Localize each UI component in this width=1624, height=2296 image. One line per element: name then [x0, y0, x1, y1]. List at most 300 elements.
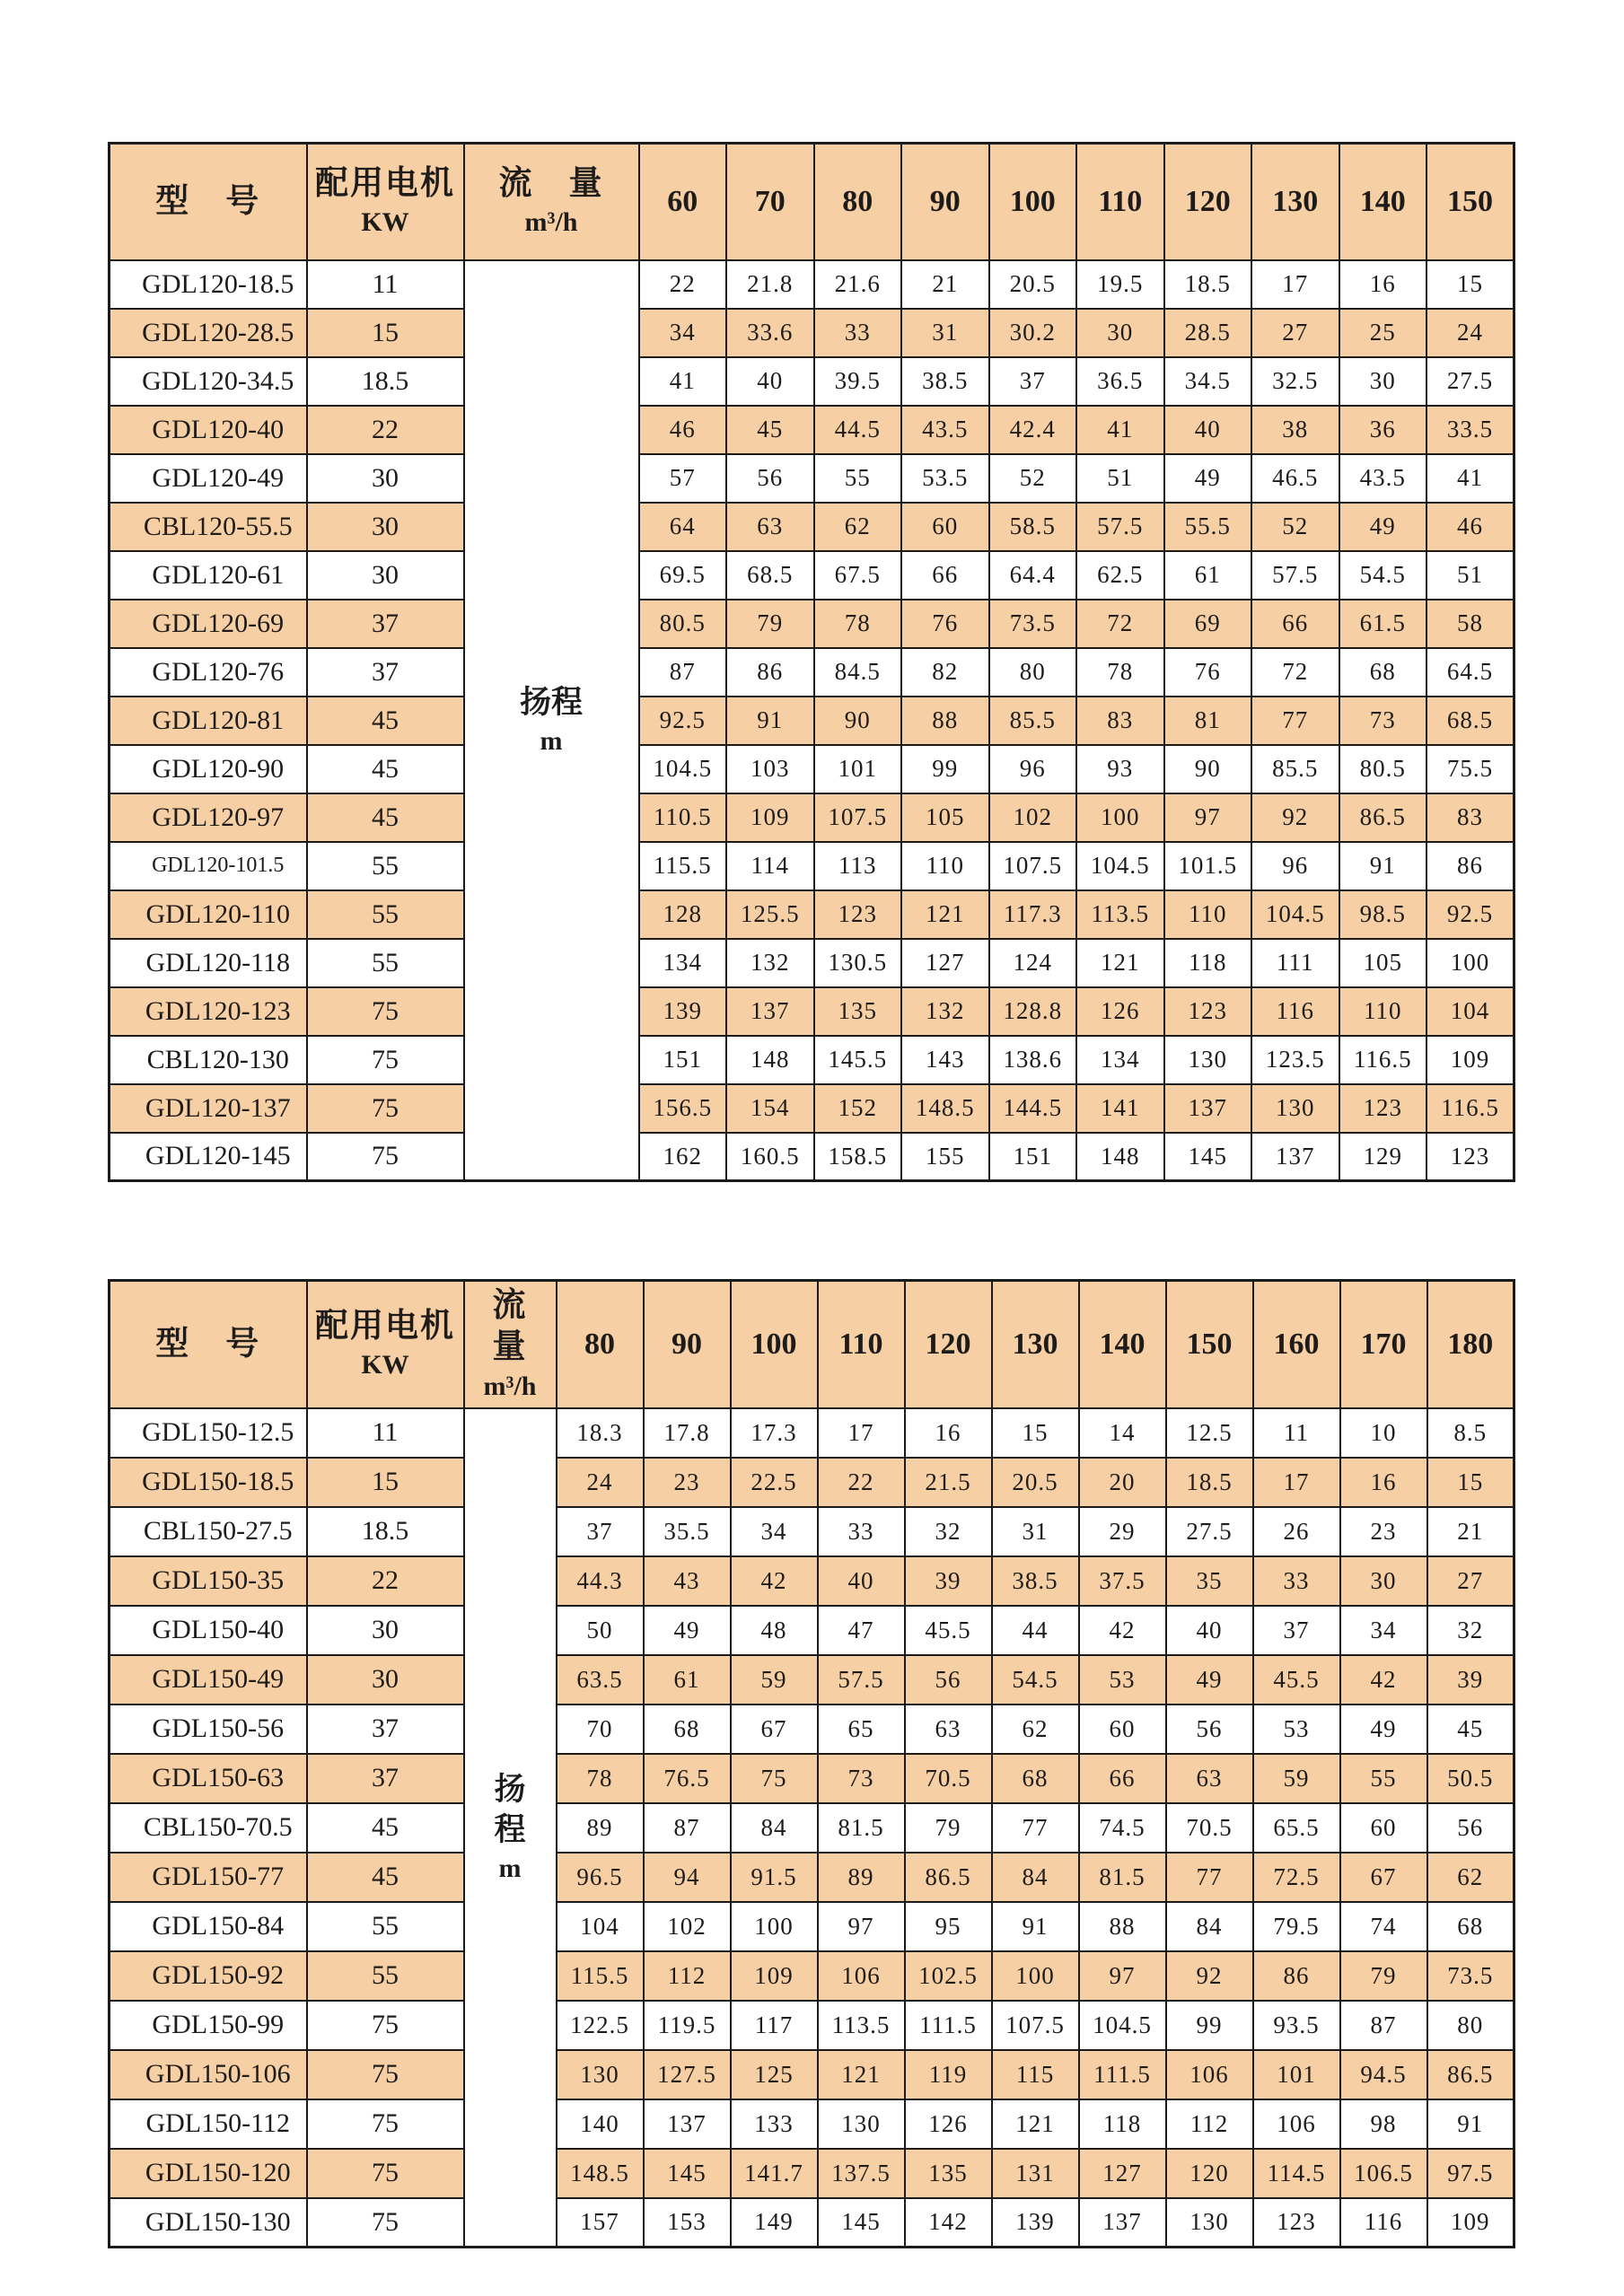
- motor-kw-cell: 11: [307, 1408, 464, 1458]
- head-value-cell: 17: [1251, 260, 1339, 309]
- head-value-cell: 55: [1340, 1754, 1427, 1803]
- head-value-cell: 62: [992, 1704, 1079, 1754]
- head-value-cell: 46: [1426, 503, 1514, 551]
- head-value-cell: 41: [1076, 406, 1164, 454]
- head-value-cell: 123: [814, 890, 902, 939]
- motor-kw-cell: 18.5: [307, 357, 464, 406]
- head-value-cell: 10: [1340, 1408, 1427, 1458]
- head-value-cell: 123.5: [1251, 1036, 1339, 1084]
- head-value-cell: 145: [1164, 1133, 1252, 1181]
- head-value-cell: 142: [905, 2198, 992, 2248]
- motor-kw-cell: 22: [307, 1556, 464, 1606]
- head-value-cell: 37: [1253, 1606, 1340, 1655]
- head-value-cell: 148.5: [557, 2149, 644, 2198]
- head-value-cell: 67: [1340, 1853, 1427, 1902]
- head-value-cell: 46.5: [1251, 454, 1339, 503]
- head-value-cell: 119: [905, 2050, 992, 2099]
- head-value-cell: 61: [644, 1655, 731, 1704]
- head-value-cell: 137: [726, 987, 814, 1036]
- header-flow-column: 90: [901, 144, 989, 260]
- pump-table-gdl150: [108, 1279, 1515, 2248]
- head-value-cell: 21: [901, 260, 989, 309]
- head-value-cell: 130.5: [814, 939, 902, 987]
- head-value-cell: 106: [1253, 2099, 1340, 2149]
- head-value-cell: 130: [1251, 1084, 1339, 1133]
- head-value-cell: 112: [644, 1951, 731, 2001]
- table-row: [110, 454, 1514, 503]
- table-row: [110, 648, 1514, 697]
- head-value-cell: 76: [901, 600, 989, 648]
- table-row: [110, 842, 1514, 890]
- head-value-cell: 83: [1076, 697, 1164, 745]
- head-value-cell: 51: [1076, 454, 1164, 503]
- head-value-cell: 63: [1166, 1754, 1253, 1803]
- head-value-cell: 102.5: [905, 1951, 992, 2001]
- model-cell: [110, 2099, 307, 2149]
- head-value-cell: 60: [1340, 1803, 1427, 1853]
- head-value-cell: 97: [818, 1902, 905, 1951]
- head-value-cell: 129: [1339, 1133, 1427, 1181]
- head-value-cell: 68: [992, 1754, 1079, 1803]
- head-value-cell: 17: [818, 1408, 905, 1458]
- head-value-cell: 43: [644, 1556, 731, 1606]
- model-cell: [110, 939, 307, 987]
- head-value-cell: 39: [905, 1556, 992, 1606]
- head-value-cell: 148: [1076, 1133, 1164, 1181]
- head-value-cell: 56: [1166, 1704, 1253, 1754]
- head-value-cell: 57.5: [818, 1655, 905, 1704]
- model-cell: [110, 309, 307, 357]
- table-row: [110, 793, 1514, 842]
- head-value-cell: 106.5: [1340, 2149, 1427, 2198]
- head-value-cell: 97: [1164, 793, 1252, 842]
- head-value-cell: 56: [726, 454, 814, 503]
- head-value-cell: 50.5: [1427, 1754, 1514, 1803]
- model-text: GDL120-90: [152, 753, 285, 784]
- head-value-cell: 105: [1339, 939, 1427, 987]
- head-value-cell: 86.5: [905, 1853, 992, 1902]
- header-flow-line: m³/h: [483, 1371, 537, 1401]
- motor-kw-cell: 55: [307, 890, 464, 939]
- head-unit-line: m: [540, 725, 563, 756]
- header-model-cell: 型 号: [110, 1281, 307, 1408]
- head-value-cell: 102: [644, 1902, 731, 1951]
- motor-kw-cell: 75: [307, 987, 464, 1036]
- model-text: GDL150-18.5: [142, 1467, 294, 1496]
- head-value-cell: 145: [818, 2198, 905, 2248]
- head-value-cell: 73: [1339, 697, 1427, 745]
- head-unit-line: 扬: [494, 1771, 526, 1807]
- motor-kw-cell: 37: [307, 1754, 464, 1803]
- head-value-cell: 121: [1076, 939, 1164, 987]
- table-row: [110, 890, 1514, 939]
- model-text: GDL120-137: [145, 1092, 291, 1123]
- head-value-cell: 65: [818, 1704, 905, 1754]
- head-value-cell: 123: [1164, 987, 1252, 1036]
- head-value-cell: 123: [1253, 2198, 1340, 2248]
- head-value-cell: 21.6: [814, 260, 902, 309]
- motor-kw-cell: 75: [307, 1036, 464, 1084]
- head-value-cell: 154: [726, 1084, 814, 1133]
- head-value-cell: 41: [1426, 454, 1514, 503]
- model-text: GDL150-56: [152, 1713, 285, 1743]
- model-text: GDL120-123: [145, 995, 291, 1026]
- header-motor-cell: [307, 144, 464, 260]
- head-value-cell: 87: [644, 1803, 731, 1853]
- head-value-cell: 99: [901, 745, 989, 793]
- head-value-cell: 143: [901, 1036, 989, 1084]
- head-value-cell: 86.5: [1339, 793, 1427, 842]
- head-value-cell: 107.5: [814, 793, 902, 842]
- head-value-cell: 92.5: [639, 697, 727, 745]
- motor-kw-cell: 45: [307, 793, 464, 842]
- head-value-cell: 116: [1340, 2198, 1427, 2248]
- head-value-cell: 80: [989, 648, 1077, 697]
- model-text: GDL150-77: [152, 1862, 285, 1891]
- model-cell: [110, 551, 307, 600]
- head-value-cell: 30.2: [989, 309, 1077, 357]
- head-value-cell: 15: [992, 1408, 1079, 1458]
- head-value-cell: 60: [1079, 1704, 1166, 1754]
- head-value-cell: 135: [905, 2149, 992, 2198]
- table-row: [110, 1951, 1514, 2001]
- head-value-cell: 110: [1339, 987, 1427, 1036]
- head-value-cell: 117: [731, 2001, 818, 2050]
- model-text: GDL120-101.5: [152, 854, 285, 877]
- model-cell: [110, 697, 307, 745]
- head-value-cell: 127.5: [644, 2050, 731, 2099]
- model-cell: [110, 1408, 307, 1458]
- model-text: GDL120-97: [152, 802, 285, 832]
- motor-kw-cell: 37: [307, 648, 464, 697]
- head-value-cell: 53: [1079, 1655, 1166, 1704]
- head-value-cell: 137: [1251, 1133, 1339, 1181]
- head-value-cell: 16: [1339, 260, 1427, 309]
- head-value-cell: 42.4: [989, 406, 1077, 454]
- motor-kw-cell: 11: [307, 260, 464, 309]
- head-value-cell: 151: [639, 1036, 727, 1084]
- motor-kw-cell: 15: [307, 1458, 464, 1507]
- head-value-cell: 77: [1251, 697, 1339, 745]
- head-value-cell: 135: [814, 987, 902, 1036]
- model-cell: [110, 2001, 307, 2050]
- head-value-cell: 41: [639, 357, 727, 406]
- head-value-cell: 139: [639, 987, 727, 1036]
- head-value-cell: 158.5: [814, 1133, 902, 1181]
- head-value-cell: 23: [644, 1458, 731, 1507]
- table-row: [110, 2050, 1514, 2099]
- head-value-cell: 126: [1076, 987, 1164, 1036]
- head-value-cell: 43.5: [901, 406, 989, 454]
- head-value-cell: 74.5: [1079, 1803, 1166, 1853]
- head-value-cell: 110: [901, 842, 989, 890]
- header-flow-column: 120: [1164, 144, 1252, 260]
- head-value-cell: 25: [1339, 309, 1427, 357]
- model-text: GDL150-92: [152, 1960, 285, 1990]
- model-text: GDL150-106: [145, 2059, 291, 2089]
- head-value-cell: 81.5: [818, 1803, 905, 1853]
- header-flow-line: 流: [492, 1287, 528, 1324]
- head-value-cell: 47: [818, 1606, 905, 1655]
- head-value-cell: 127: [901, 939, 989, 987]
- head-value-cell: 90: [814, 697, 902, 745]
- head-value-cell: 160.5: [726, 1133, 814, 1181]
- head-value-cell: 45: [1427, 1704, 1514, 1754]
- head-value-cell: 134: [639, 939, 727, 987]
- head-value-cell: 92: [1251, 793, 1339, 842]
- head-value-cell: 162: [639, 1133, 727, 1181]
- head-value-cell: 91: [992, 1902, 1079, 1951]
- head-unit-cell: [464, 1408, 557, 2248]
- head-value-cell: 72.5: [1253, 1853, 1340, 1902]
- header-flow-line: 量: [492, 1328, 528, 1366]
- table-row: [110, 1902, 1514, 1951]
- head-value-cell: 68.5: [1426, 697, 1514, 745]
- head-value-cell: 28.5: [1164, 309, 1252, 357]
- head-value-cell: 64.4: [989, 551, 1077, 600]
- head-value-cell: 137: [1079, 2198, 1166, 2248]
- head-value-cell: 77: [1166, 1853, 1253, 1902]
- head-unit-line: 程: [494, 1812, 526, 1848]
- motor-kw-cell: 30: [307, 503, 464, 551]
- table-row: [110, 1408, 1514, 1458]
- head-value-cell: 84: [992, 1853, 1079, 1902]
- head-value-cell: 72: [1076, 600, 1164, 648]
- head-value-cell: 20: [1079, 1458, 1166, 1507]
- model-cell: [110, 260, 307, 309]
- head-unit-cell: [464, 260, 639, 1181]
- model-text: GDL120-61: [152, 559, 285, 590]
- head-value-cell: 73.5: [1427, 1951, 1514, 2001]
- head-value-cell: 17.3: [731, 1408, 818, 1458]
- head-unit-line: 扬程: [519, 685, 583, 720]
- head-value-cell: 42: [731, 1556, 818, 1606]
- header-flow-column: 90: [644, 1281, 731, 1408]
- head-value-cell: 148.5: [901, 1084, 989, 1133]
- model-text: GDL120-40: [152, 414, 285, 444]
- head-value-cell: 21: [1427, 1507, 1514, 1556]
- head-value-cell: 140: [557, 2099, 644, 2149]
- model-text: GDL120-145: [145, 1141, 291, 1171]
- head-value-cell: 45.5: [905, 1606, 992, 1655]
- model-cell: [110, 842, 307, 890]
- head-value-cell: 78: [1076, 648, 1164, 697]
- motor-kw-cell: 55: [307, 939, 464, 987]
- head-value-cell: 98.5: [1339, 890, 1427, 939]
- head-value-cell: 66: [901, 551, 989, 600]
- model-text: CBL150-70.5: [143, 1812, 293, 1842]
- head-value-cell: 107.5: [992, 2001, 1079, 2050]
- head-value-cell: 36: [1339, 406, 1427, 454]
- head-value-cell: 104.5: [1251, 890, 1339, 939]
- head-value-cell: 66: [1079, 1754, 1166, 1803]
- head-value-cell: 54.5: [992, 1655, 1079, 1704]
- model-text: GDL150-99: [152, 2010, 285, 2039]
- head-value-cell: 123: [1339, 1084, 1427, 1133]
- head-value-cell: 58: [1426, 600, 1514, 648]
- head-value-cell: 53: [1253, 1704, 1340, 1754]
- head-value-cell: 21.8: [726, 260, 814, 309]
- head-value-cell: 31: [901, 309, 989, 357]
- model-cell: [110, 2050, 307, 2099]
- head-value-cell: 48: [731, 1606, 818, 1655]
- head-value-cell: 22.5: [731, 1458, 818, 1507]
- head-value-cell: 152: [814, 1084, 902, 1133]
- table-row: [110, 1133, 1514, 1181]
- head-value-cell: 137.5: [818, 2149, 905, 2198]
- head-value-cell: 15: [1427, 1458, 1514, 1507]
- head-value-cell: 96: [989, 745, 1077, 793]
- head-value-cell: 109: [731, 1951, 818, 2001]
- motor-kw-cell: 30: [307, 1606, 464, 1655]
- head-value-cell: 73.5: [989, 600, 1077, 648]
- head-value-cell: 104: [557, 1902, 644, 1951]
- model-text: CBL150-27.5: [143, 1516, 293, 1546]
- head-value-cell: 31: [992, 1507, 1079, 1556]
- head-value-cell: 32: [905, 1507, 992, 1556]
- header-flow-column: 120: [905, 1281, 992, 1408]
- header-flow-column: 150: [1426, 144, 1514, 260]
- head-value-cell: 70.5: [905, 1754, 992, 1803]
- head-value-cell: 101.5: [1164, 842, 1252, 890]
- head-value-cell: 109: [726, 793, 814, 842]
- head-value-cell: 112: [1166, 2099, 1253, 2149]
- head-value-cell: 8.5: [1427, 1408, 1514, 1458]
- table-row: [110, 2149, 1514, 2198]
- table-row: [110, 987, 1514, 1036]
- head-value-cell: 84: [1166, 1902, 1253, 1951]
- head-value-cell: 24: [1426, 309, 1514, 357]
- header-flow-column: 140: [1079, 1281, 1166, 1408]
- head-value-cell: 128: [639, 890, 727, 939]
- table-row: [110, 1853, 1514, 1902]
- head-value-cell: 62: [814, 503, 902, 551]
- model-cell: [110, 1803, 307, 1853]
- model-text: GDL150-12.5: [142, 1417, 294, 1447]
- motor-kw-cell: 37: [307, 1704, 464, 1754]
- header-flow-column: 150: [1166, 1281, 1253, 1408]
- header-flow-column: 80: [557, 1281, 644, 1408]
- head-value-cell: 20.5: [989, 260, 1077, 309]
- table-row: [110, 503, 1514, 551]
- head-value-cell: 54.5: [1339, 551, 1427, 600]
- model-text: GDL150-49: [152, 1664, 285, 1694]
- motor-kw-cell: 18.5: [307, 1507, 464, 1556]
- head-value-cell: 125: [731, 2050, 818, 2099]
- head-value-cell: 38.5: [992, 1556, 1079, 1606]
- head-value-cell: 149: [731, 2198, 818, 2248]
- motor-kw-cell: 75: [307, 2149, 464, 2198]
- head-value-cell: 156.5: [639, 1084, 727, 1133]
- head-value-cell: 137: [644, 2099, 731, 2149]
- motor-kw-cell: 22: [307, 406, 464, 454]
- head-value-cell: 116.5: [1339, 1036, 1427, 1084]
- motor-kw-cell: 37: [307, 600, 464, 648]
- head-value-cell: 34: [1340, 1606, 1427, 1655]
- head-value-cell: 79: [1340, 1951, 1427, 2001]
- head-value-cell: 64.5: [1426, 648, 1514, 697]
- header-motor-line: 配用电机: [315, 1308, 455, 1345]
- motor-kw-cell: 75: [307, 1133, 464, 1181]
- table-row: [110, 697, 1514, 745]
- head-value-cell: 29: [1079, 1507, 1166, 1556]
- head-value-cell: 56: [1427, 1803, 1514, 1853]
- head-value-cell: 34: [731, 1507, 818, 1556]
- head-value-cell: 66: [1251, 600, 1339, 648]
- head-value-cell: 91: [1427, 2099, 1514, 2149]
- head-value-cell: 43.5: [1339, 454, 1427, 503]
- head-value-cell: 24: [557, 1458, 644, 1507]
- head-value-cell: 40: [1164, 406, 1252, 454]
- head-value-cell: 38: [1251, 406, 1339, 454]
- head-value-cell: 123: [1426, 1133, 1514, 1181]
- head-value-cell: 69.5: [639, 551, 727, 600]
- head-value-cell: 130: [557, 2050, 644, 2099]
- model-cell: [110, 1133, 307, 1181]
- head-value-cell: 128.8: [989, 987, 1077, 1036]
- head-value-cell: 44.3: [557, 1556, 644, 1606]
- head-value-cell: 145: [644, 2149, 731, 2198]
- head-value-cell: 151: [989, 1133, 1077, 1181]
- motor-kw-cell: 45: [307, 1803, 464, 1853]
- head-value-cell: 57.5: [1251, 551, 1339, 600]
- model-text: GDL150-84: [152, 1911, 285, 1941]
- head-value-cell: 145.5: [814, 1036, 902, 1084]
- head-value-cell: 37.5: [1079, 1556, 1166, 1606]
- head-value-cell: 98: [1340, 2099, 1427, 2149]
- header-model-cell: 型 号: [110, 144, 307, 260]
- head-value-cell: 55: [814, 454, 902, 503]
- head-value-cell: 77: [992, 1803, 1079, 1853]
- model-cell: [110, 1704, 307, 1754]
- head-value-cell: 44: [992, 1606, 1079, 1655]
- table-row: [110, 1556, 1514, 1606]
- table-row: [110, 939, 1514, 987]
- model-text: GDL120-81: [152, 705, 285, 735]
- head-value-cell: 119.5: [644, 2001, 731, 2050]
- header-flow-column: 100: [731, 1281, 818, 1408]
- head-value-cell: 18.5: [1166, 1458, 1253, 1507]
- head-value-cell: 100: [1076, 793, 1164, 842]
- head-value-cell: 18.3: [557, 1408, 644, 1458]
- model-text: CBL120-55.5: [143, 511, 293, 541]
- head-value-cell: 21.5: [905, 1458, 992, 1507]
- head-value-cell: 99: [1166, 2001, 1253, 2050]
- head-value-cell: 153: [644, 2198, 731, 2248]
- header-flow-line: m³/h: [524, 207, 578, 238]
- table-row: [110, 1803, 1514, 1853]
- head-value-cell: 138.6: [989, 1036, 1077, 1084]
- model-cell: [110, 1036, 307, 1084]
- head-value-cell: 93.5: [1253, 2001, 1340, 2050]
- header-flow-column: 130: [992, 1281, 1079, 1408]
- head-value-cell: 79.5: [1253, 1902, 1340, 1951]
- model-cell: [110, 2149, 307, 2198]
- head-value-cell: 91.5: [731, 1853, 818, 1902]
- model-text: GDL150-35: [152, 1565, 285, 1595]
- head-value-cell: 97.5: [1427, 2149, 1514, 2198]
- model-cell: [110, 1507, 307, 1556]
- head-value-cell: 39.5: [814, 357, 902, 406]
- motor-kw-cell: 30: [307, 454, 464, 503]
- motor-kw-cell: 75: [307, 2050, 464, 2099]
- head-value-cell: 36.5: [1076, 357, 1164, 406]
- head-value-cell: 23: [1340, 1507, 1427, 1556]
- head-value-cell: 42: [1079, 1606, 1166, 1655]
- head-value-cell: 19.5: [1076, 260, 1164, 309]
- head-value-cell: 30: [1340, 1556, 1427, 1606]
- head-value-cell: 26: [1253, 1507, 1340, 1556]
